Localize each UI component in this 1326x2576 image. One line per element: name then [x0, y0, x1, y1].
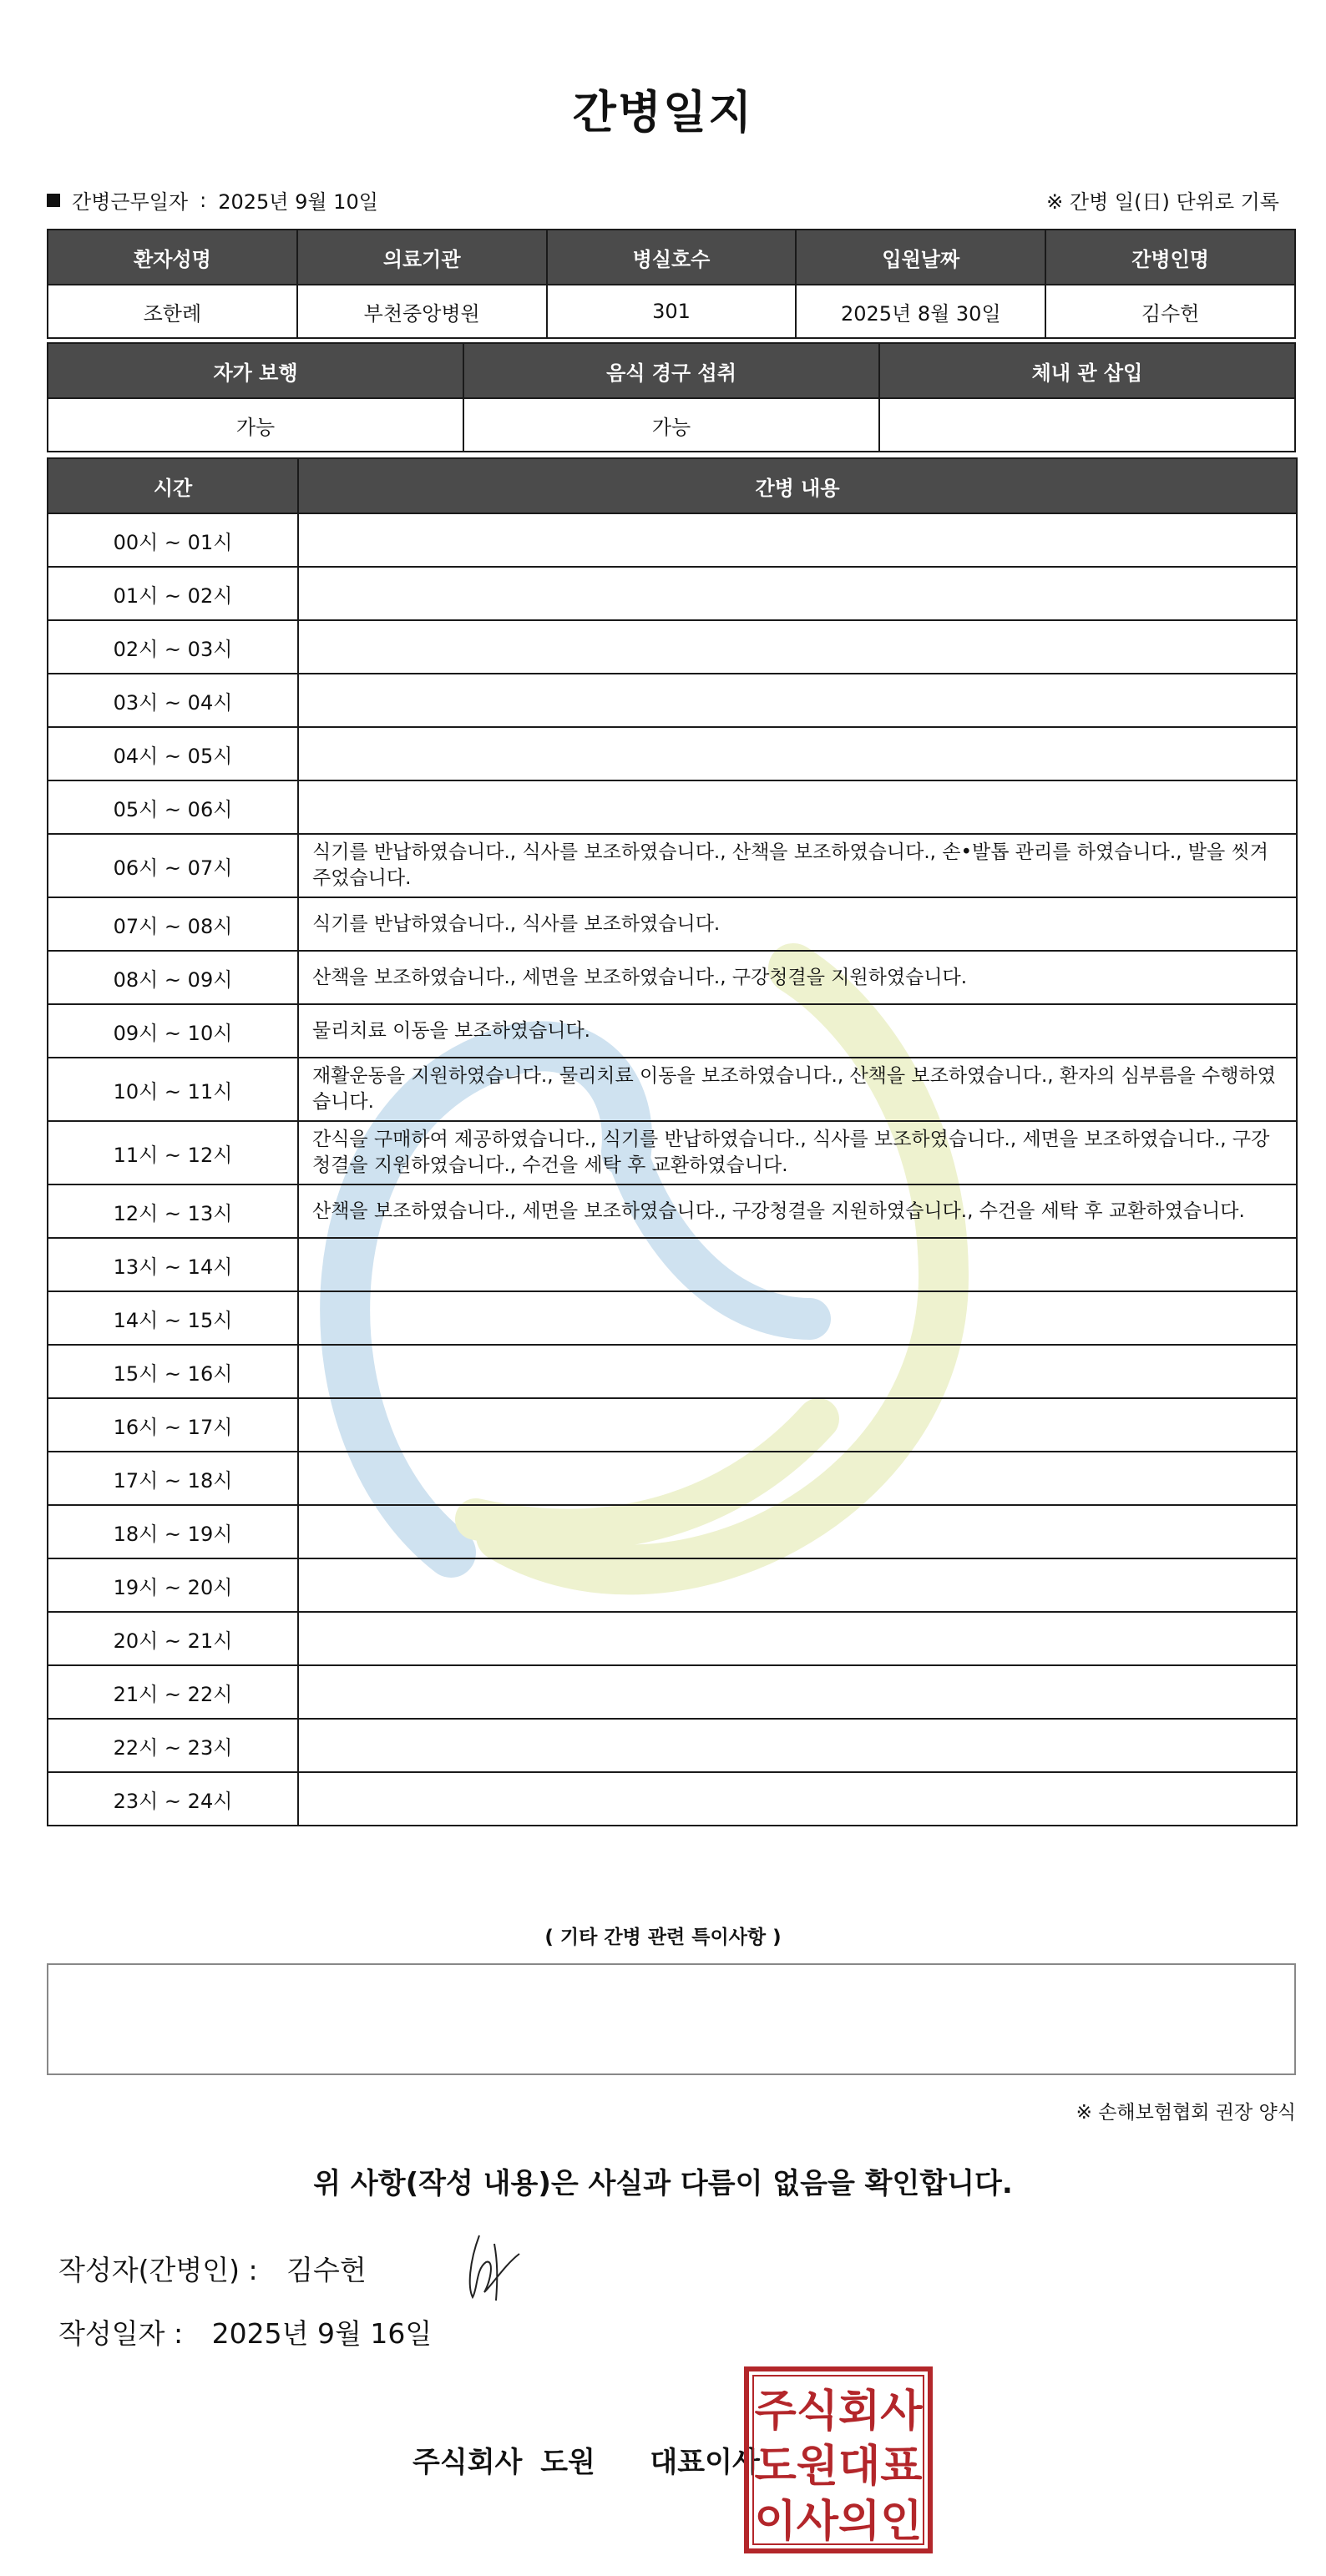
care-log-content: [298, 1452, 1297, 1505]
care-log-row: [48, 1058, 1297, 1121]
work-date-value: 2025년 9월 10일: [218, 190, 378, 214]
care-log-content: [298, 780, 1297, 834]
patient-name-value: 조한례: [48, 285, 297, 338]
care-log-time: 20시 ~ 21시: [48, 1612, 298, 1665]
care-log-row: [48, 834, 1297, 897]
care-log-row: [48, 1291, 1297, 1345]
care-log-content: [298, 674, 1297, 727]
patient-info-header-row: [48, 230, 1295, 285]
svg-text:도원대표: 도원대표: [754, 2442, 923, 2492]
company-seal-stamp: [743, 2366, 934, 2554]
care-log-row: [48, 1558, 1297, 1612]
care-log-row: [48, 1398, 1297, 1452]
care-log-row: [48, 727, 1297, 780]
care-log-body: [48, 513, 1297, 1826]
confirmation-statement: 위 사항(작성 내용)은 사실과 다름이 없음을 확인합니다.: [313, 2167, 1013, 2200]
care-log-content: [298, 1291, 1297, 1345]
care-log-content: 산책을 보조하였습니다., 세면을 보조하였습니다., 구강청결을 지원하였습니다.: [298, 951, 1297, 1004]
care-log-content: 식기를 반납하였습니다., 식사를 보조하였습니다., 산책을 보조하였습니다., 손•발톱 관리를 하였습니다., 발을 씻겨주었습니다.: [298, 834, 1297, 897]
care-log-time: 17시 ~ 18시: [48, 1452, 298, 1505]
care-log-time: 18시 ~ 19시: [48, 1505, 298, 1558]
care-log-time: 05시 ~ 06시: [48, 780, 298, 834]
room-number-value: 301: [547, 285, 797, 338]
care-content-header: 간병 내용: [298, 458, 1297, 513]
care-log-row: [48, 620, 1297, 674]
care-log-time: 13시 ~ 14시: [48, 1238, 298, 1291]
care-log-time: 11시 ~ 12시: [48, 1121, 298, 1184]
care-log-row: [48, 1121, 1297, 1184]
form-source-note: ※ 손해보험협회 권장 양식: [1075, 2102, 1296, 2124]
company-representative: 주식회사 도원 대표이사: [412, 2446, 760, 2479]
care-log-row: [48, 1719, 1297, 1772]
page-title: 간병일지: [572, 86, 754, 139]
writer-label: 작성자(간병인) :: [58, 2254, 258, 2286]
admission-date-value: 2025년 8월 30일: [796, 285, 1045, 338]
care-log-time: 12시 ~ 13시: [48, 1184, 298, 1238]
patient-info-table: [47, 229, 1296, 339]
written-date-label: 작성일자 :: [58, 2317, 184, 2350]
care-log-time: 04시 ~ 05시: [48, 727, 298, 780]
patient-status-table: [47, 342, 1296, 452]
hospital-header: 의료기관: [297, 230, 547, 285]
care-log-content: [298, 1772, 1297, 1826]
care-log-content: [298, 1505, 1297, 1558]
oral-intake-value: 가능: [463, 398, 879, 452]
care-log-time: 07시 ~ 08시: [48, 897, 298, 951]
tube-insertion-value: [879, 398, 1295, 452]
care-log-time: 19시 ~ 20시: [48, 1558, 298, 1612]
care-log-time: 01시 ~ 02시: [48, 567, 298, 620]
care-log-row: [48, 513, 1297, 567]
work-date-label: 간병근무일자: [72, 190, 189, 214]
care-log-time: 00시 ~ 01시: [48, 513, 298, 567]
care-log-content: [298, 1719, 1297, 1772]
care-log-time: 22시 ~ 23시: [48, 1719, 298, 1772]
care-log-header-row: [48, 458, 1297, 513]
care-log-row: [48, 1452, 1297, 1505]
caregiver-name-header: 간병인명: [1045, 230, 1295, 285]
care-log-time: 08시 ~ 09시: [48, 951, 298, 1004]
care-log-time: 06시 ~ 07시: [48, 834, 298, 897]
care-log-time: 15시 ~ 16시: [48, 1345, 298, 1398]
admission-date-header: 입원날짜: [796, 230, 1045, 285]
tube-insertion-header: 체내 관 삽입: [879, 343, 1295, 398]
care-log-row: [48, 897, 1297, 951]
walking-header: 자가 보행: [48, 343, 463, 398]
care-log-content: 식기를 반납하였습니다., 식사를 보조하였습니다.: [298, 897, 1297, 951]
care-log-row: [48, 1505, 1297, 1558]
room-number-header: 병실호수: [547, 230, 797, 285]
oral-intake-header: 음식 경구 섭취: [463, 343, 879, 398]
signature-image: [461, 2229, 528, 2304]
care-log-row: [48, 1772, 1297, 1826]
square-bullet-icon: [47, 194, 60, 207]
patient-name-header: 환자성명: [48, 230, 297, 285]
written-date-value: 2025년 9월 16일: [211, 2317, 433, 2350]
patient-status-value-row: [48, 398, 1295, 452]
unit-note: ※ 간병 일(日) 단위로 기록: [1046, 190, 1279, 214]
walking-value: 가능: [48, 398, 463, 452]
care-log-content: [298, 567, 1297, 620]
notes-box: [47, 1963, 1296, 2075]
care-log-row: [48, 1612, 1297, 1665]
care-log-table: [47, 457, 1298, 1826]
care-log-content: [298, 1558, 1297, 1612]
care-log-time: 10시 ~ 11시: [48, 1058, 298, 1121]
care-log-content: [298, 1238, 1297, 1291]
care-log-time: 16시 ~ 17시: [48, 1398, 298, 1452]
care-log-row: [48, 951, 1297, 1004]
svg-text:주식회사: 주식회사: [754, 2387, 923, 2437]
care-log-content: [298, 1612, 1297, 1665]
patient-status-header-row: [48, 343, 1295, 398]
patient-info-value-row: [48, 285, 1295, 338]
care-log-row: [48, 1238, 1297, 1291]
care-log-content: 간식을 구매하여 제공하였습니다., 식기를 반납하였습니다., 식사를 보조하였습니다., 세면을 보조하였습니다., 구강청결을 지원하였습니다., 수건을 세탁 후 교환하였습니다.: [298, 1121, 1297, 1184]
care-log-content: [298, 1665, 1297, 1719]
care-log-row: [48, 1665, 1297, 1719]
time-header: 시간: [48, 458, 298, 513]
care-log-row: [48, 567, 1297, 620]
work-date-separator: :: [200, 188, 207, 212]
care-log-time: 14시 ~ 15시: [48, 1291, 298, 1345]
care-log-content: [298, 620, 1297, 674]
care-log-content: [298, 1398, 1297, 1452]
notes-title: ( 기타 간병 관련 특이사항 ): [544, 1927, 782, 1948]
caregiver-name-value: 김수헌: [1045, 285, 1295, 338]
care-log-content: [298, 1345, 1297, 1398]
care-log-row: [48, 780, 1297, 834]
work-date-line: [47, 185, 378, 215]
written-date-line: [58, 2312, 432, 2351]
care-log-row: [48, 1345, 1297, 1398]
meta-row: [47, 185, 1279, 219]
care-log-time: 21시 ~ 22시: [48, 1665, 298, 1719]
care-log-time: 03시 ~ 04시: [48, 674, 298, 727]
care-log-content: [298, 513, 1297, 567]
care-log-content: 물리치료 이동을 보조하였습니다.: [298, 1004, 1297, 1058]
care-log-row: [48, 1184, 1297, 1238]
care-log-content: [298, 727, 1297, 780]
svg-text:이사의인: 이사의인: [754, 2497, 923, 2547]
writer-line: [58, 2249, 367, 2288]
care-log-row: [48, 674, 1297, 727]
writer-name: 김수헌: [286, 2254, 367, 2286]
care-log-content: 산책을 보조하였습니다., 세면을 보조하였습니다., 구강청결을 지원하였습니다., 수건을 세탁 후 교환하였습니다.: [298, 1184, 1297, 1238]
care-log-time: 23시 ~ 24시: [48, 1772, 298, 1826]
care-log-time: 02시 ~ 03시: [48, 620, 298, 674]
care-log-row: [48, 1004, 1297, 1058]
care-log-content: 재활운동을 지원하였습니다., 물리치료 이동을 보조하였습니다., 산책을 보조하였습니다., 환자의 심부름을 수행하였습니다.: [298, 1058, 1297, 1121]
hospital-value: 부천중앙병원: [297, 285, 547, 338]
care-log-time: 09시 ~ 10시: [48, 1004, 298, 1058]
